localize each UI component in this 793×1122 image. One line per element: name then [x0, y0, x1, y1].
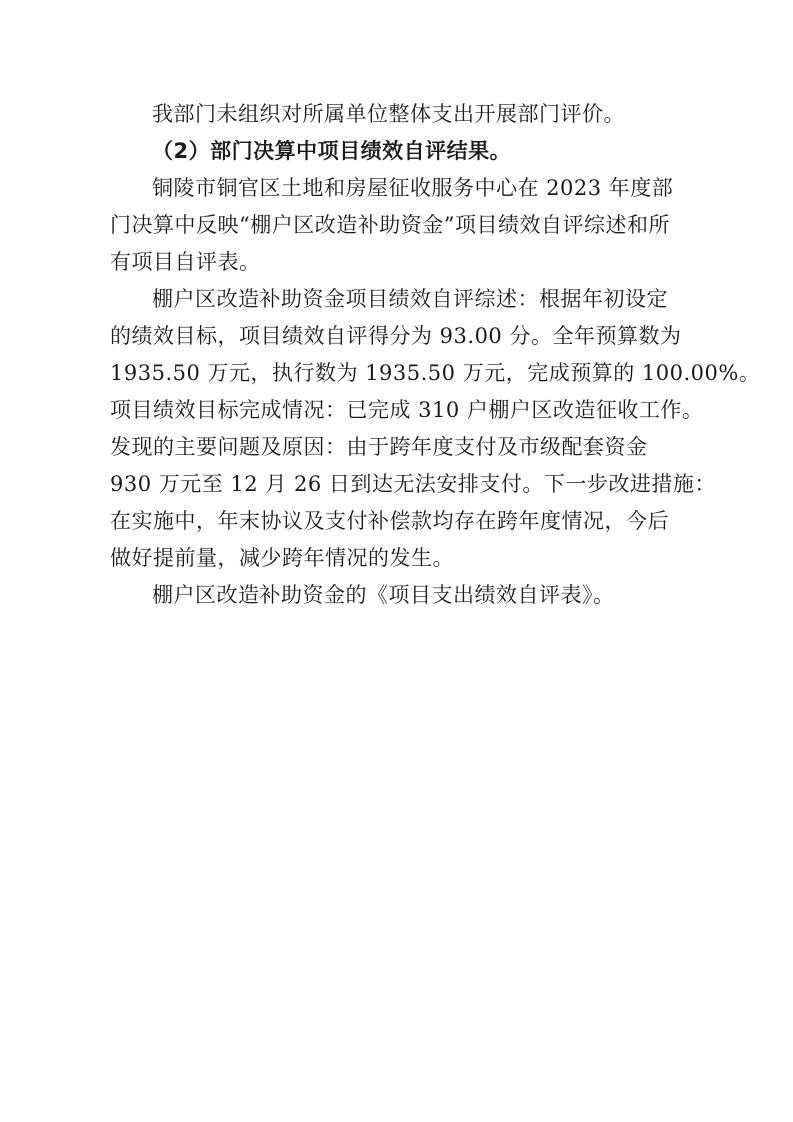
- paragraph-summary: [110, 281, 761, 577]
- text-line: 做好提前量，减少跨年情况的发生。: [110, 546, 454, 570]
- text-line: 在实施中，年末协议及支付补偿款均存在跨年度情况，今后: [110, 509, 669, 533]
- text-line: 930 万元至 12 月 26 日到达无法安排支付。下一步改进措施：: [110, 472, 716, 496]
- text-line: 棚户区改造补助资金的《项目支出绩效自评表》。: [152, 583, 615, 607]
- text-line: 我部门未组织对所属单位整体支出开展部门评价。: [152, 102, 625, 126]
- text-line: 项目绩效目标完成情况：已完成 310 户棚户区改造征收工作。: [110, 398, 704, 422]
- text-line: 的绩效目标，项目绩效自评得分为 93.00 分。全年预算数为: [110, 324, 682, 348]
- text-line: 发现的主要问题及原因：由于跨年度支付及市级配套资金: [110, 435, 648, 459]
- heading-text: （2）部门决算中项目绩效自评结果。: [152, 139, 512, 163]
- document-body: [110, 96, 761, 614]
- section-heading: [110, 133, 690, 170]
- text-line: 铜陵市铜官区土地和房屋征收服务中心在 2023 年度部: [152, 176, 674, 200]
- text-line: 有项目自评表。: [110, 250, 261, 274]
- text-line: 门决算中反映“棚户区改造补助资金”项目绩效自评综述和所: [110, 213, 670, 237]
- text-line: 棚户区改造补助资金项目绩效自评综述：根据年初设定: [152, 287, 668, 311]
- paragraph-no-evaluation: [110, 96, 690, 133]
- paragraph-intro: [110, 170, 690, 281]
- paragraph-table-reference: [110, 577, 690, 614]
- text-line: 1935.50 万元，执行数为 1935.50 万元，完成预算的 100.00%。: [110, 361, 761, 385]
